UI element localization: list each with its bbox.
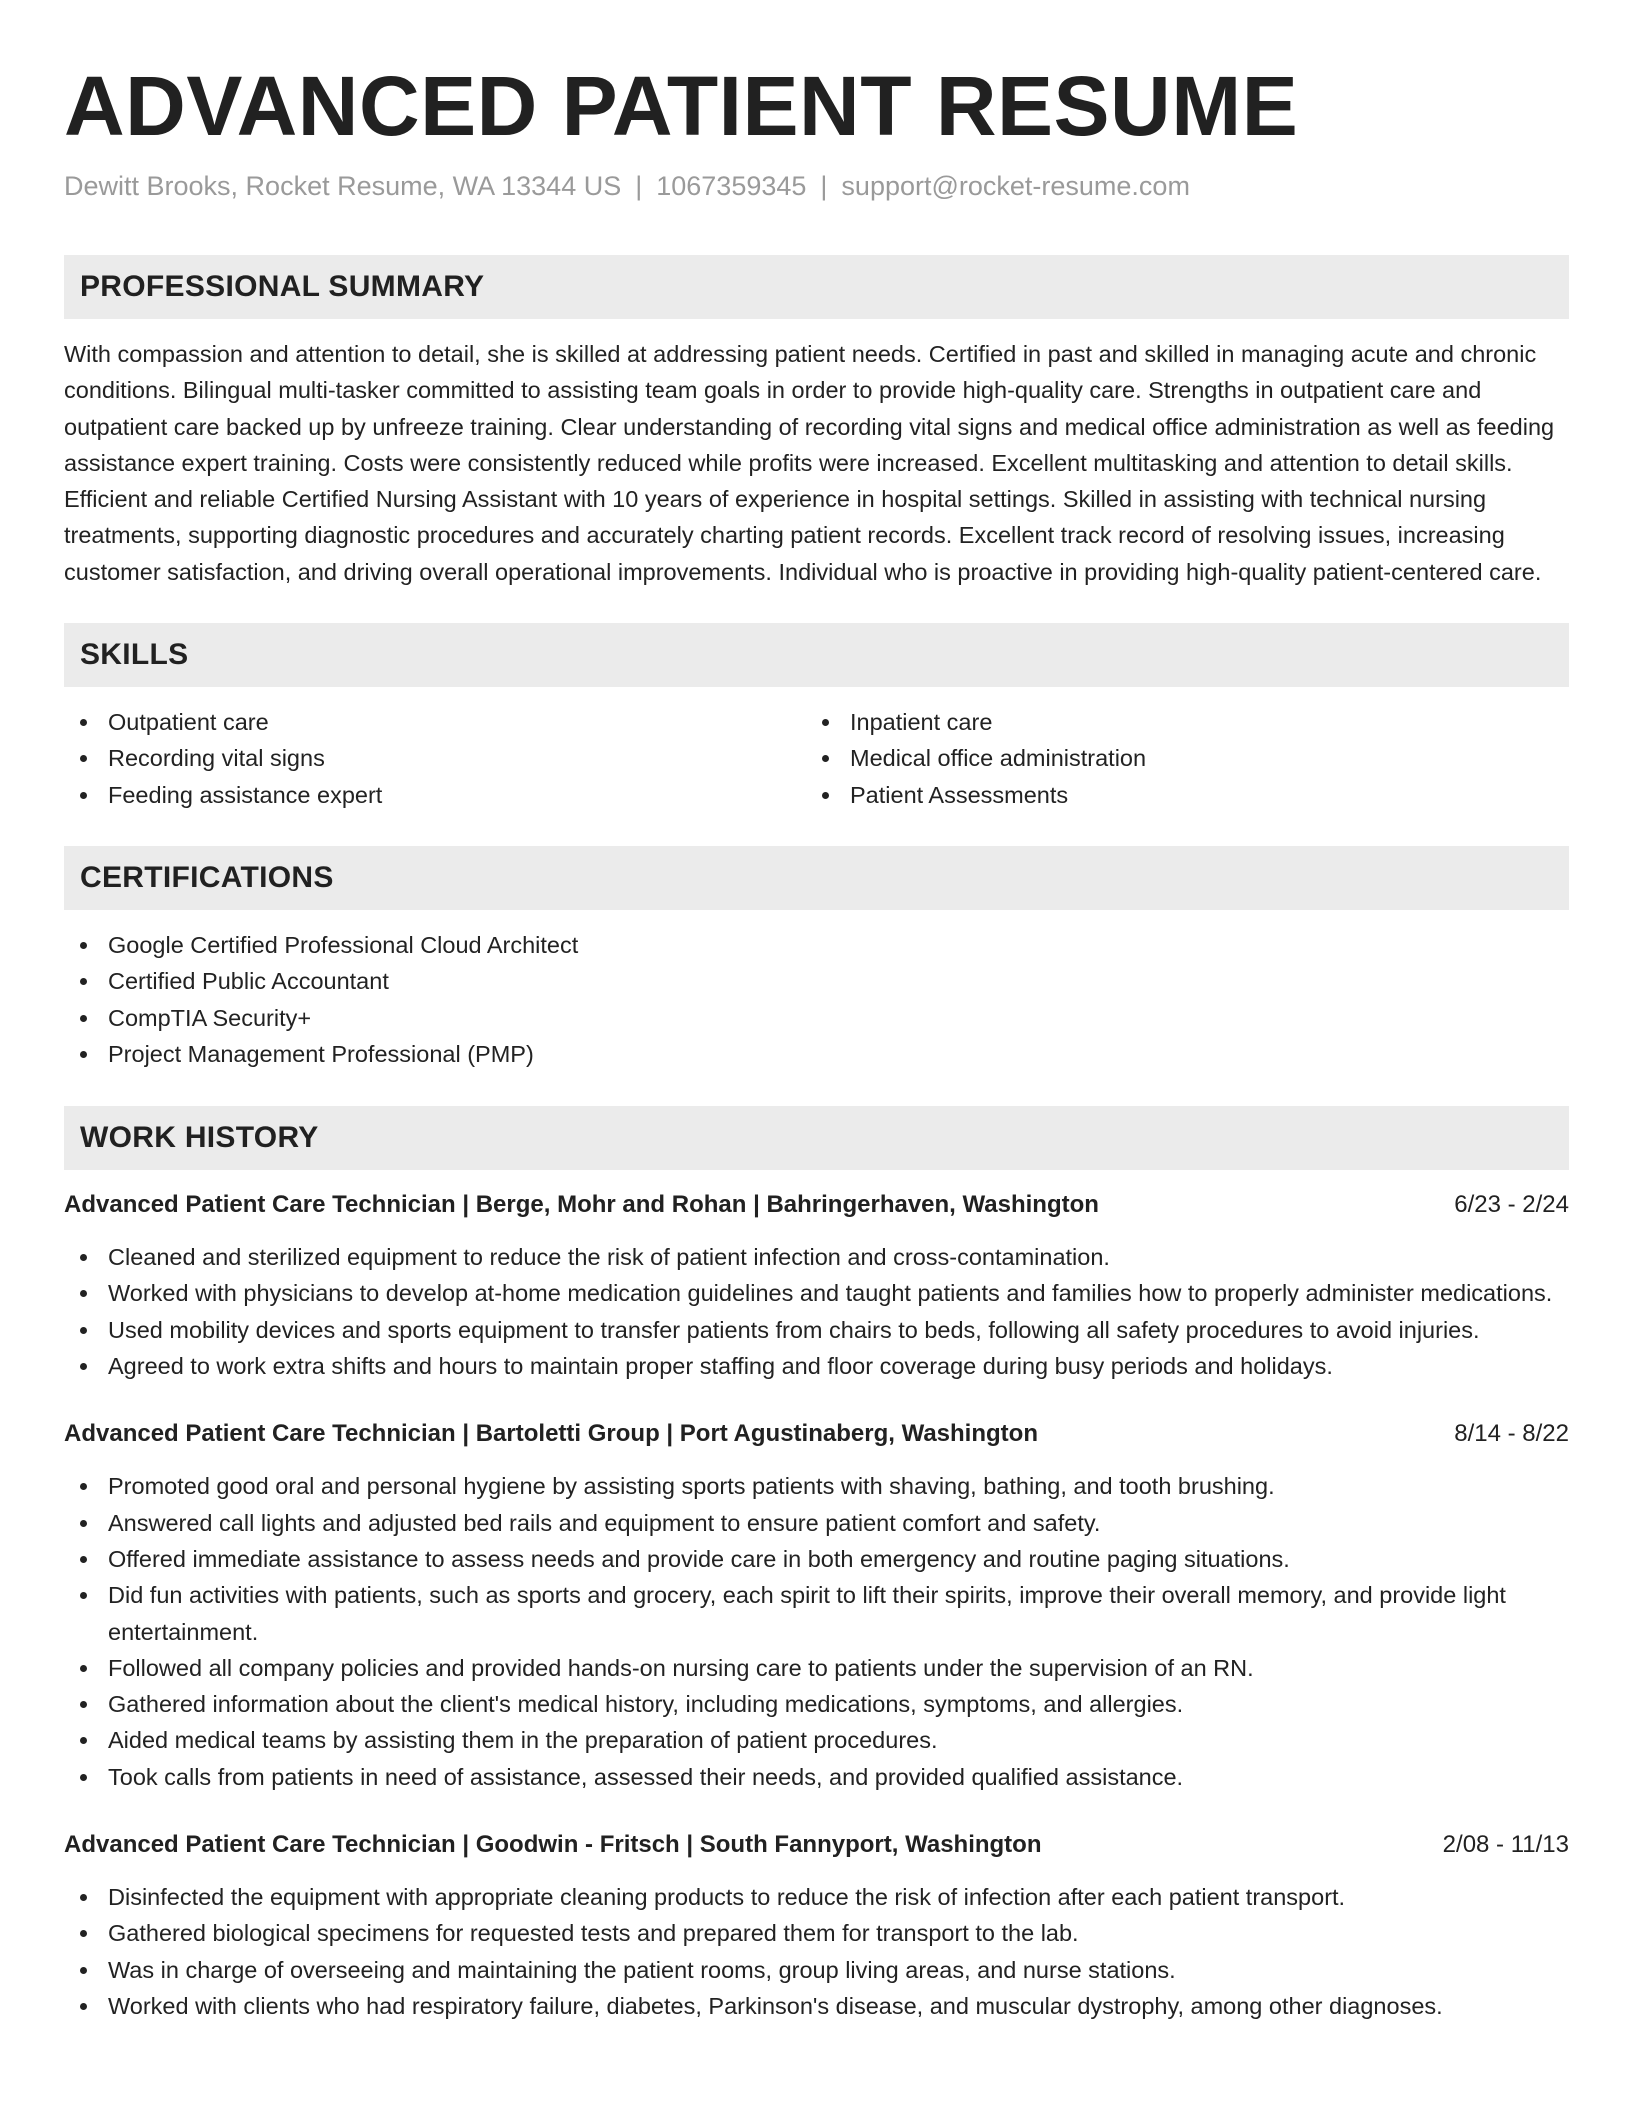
- certification-item: Google Certified Professional Cloud Architect: [64, 927, 1569, 963]
- contact-phone: 1067359345: [656, 171, 807, 201]
- job-title: Advanced Patient Care Technician | Berge, Mohr and Rohan | Bahringerhaven, Washington: [64, 1191, 1099, 1219]
- skills-column-left: [64, 687, 806, 813]
- section-header-summary: PROFESSIONAL SUMMARY: [64, 255, 1569, 319]
- job-bullet: Used mobility devices and sports equipment to transfer patients from chairs to beds, following all safety procedures to avoid injuries.: [64, 1312, 1569, 1348]
- job-bullet: Offered immediate assistance to assess needs and provide care in both emergency and routine paging situations.: [64, 1541, 1569, 1577]
- job-dates: 8/14 - 8/22: [1454, 1420, 1569, 1448]
- skills-list-left: [64, 704, 806, 813]
- contact-address: Dewitt Brooks, Rocket Resume, WA 13344 US: [64, 171, 622, 201]
- skill-item: Medical office administration: [806, 740, 1548, 776]
- skills-list-right: [806, 704, 1548, 813]
- job-bullet: Gathered biological specimens for requested tests and prepared them for transport to the lab.: [64, 1915, 1569, 1951]
- job-bullet: Was in charge of overseeing and maintaining the patient rooms, group living areas, and nurse stations.: [64, 1952, 1569, 1988]
- job-header: [64, 1827, 1569, 1863]
- job-entry: [64, 1416, 1569, 1795]
- job-bullet: Followed all company policies and provided hands-on nursing care to patients under the supervision of an RN.: [64, 1650, 1569, 1686]
- skill-item: Outpatient care: [64, 704, 806, 740]
- job-bullet: Worked with clients who had respiratory failure, diabetes, Parkinson's disease, and muscular dystrophy, among other diagnoses.: [64, 1988, 1569, 2024]
- job-bullet: Worked with physicians to develop at-home medication guidelines and taught patients and families how to properly administer medications.: [64, 1275, 1569, 1311]
- job-bullets: [64, 1468, 1569, 1795]
- job-bullet: Gathered information about the client's medical history, including medications, symptoms, and allergies.: [64, 1686, 1569, 1722]
- job-bullets: [64, 1239, 1569, 1384]
- contact-email[interactable]: support@rocket-resume.com: [841, 171, 1190, 201]
- certification-item: Certified Public Accountant: [64, 963, 1569, 999]
- job-dates: 2/08 - 11/13: [1442, 1831, 1569, 1859]
- job-bullet: Disinfected the equipment with appropriate cleaning products to reduce the risk of infection after each patient transport.: [64, 1879, 1569, 1915]
- job-header: [64, 1187, 1569, 1223]
- certifications-list: [64, 927, 1569, 1072]
- job-bullets: [64, 1879, 1569, 2024]
- job-entry: [64, 1827, 1569, 2024]
- resume-title: ADVANCED PATIENT RESUME: [64, 59, 1299, 153]
- job-dates: 6/23 - 2/24: [1454, 1191, 1569, 1219]
- section-header-work-history: WORK HISTORY: [64, 1106, 1569, 1170]
- job-bullet: Agreed to work extra shifts and hours to maintain proper staffing and floor coverage during busy periods and holidays.: [64, 1348, 1569, 1384]
- certification-item: Project Management Professional (PMP): [64, 1036, 1569, 1072]
- job-entry: [64, 1187, 1569, 1384]
- resume-page: [64, 0, 1569, 2024]
- job-bullet: Did fun activities with patients, such as sports and grocery, each spirit to lift their spirits, improve their overall memory, and provide light entertainment.: [64, 1577, 1569, 1650]
- skill-item: Patient Assessments: [806, 777, 1548, 813]
- section-header-skills: SKILLS: [64, 623, 1569, 687]
- contact-separator: |: [635, 171, 643, 201]
- skill-item: Recording vital signs: [64, 740, 806, 776]
- summary-text: With compassion and attention to detail, she is skilled at addressing patient needs. Certified in past and skilled in managing acute and chronic conditions. Bilingual multi-tasker committed to assisting team goals in order to provide high-quality care. Strengths in outpatient care and outpatient care backed up by unfreeze training. Clear understanding of recording vital signs and medical office administration as well as feeding assistance expert training. Costs were consistently reduced while profits were increased. Excellent multitasking and attention to detail skills. Efficient and reliable Certified Nursing Assistant with 10 years of experience in hospital settings. Skilled in assisting with technical nursing treatments, supporting diagnostic procedures and accurately charting patient records. Excellent track record of resolving issues, increasing customer satisfaction, and driving overall operational improvements. Individual who is proactive in providing high-quality patient-centered care.: [64, 341, 1555, 585]
- section-header-certifications: CERTIFICATIONS: [64, 846, 1569, 910]
- job-title: Advanced Patient Care Technician | Goodwin - Fritsch | South Fannyport, Washington: [64, 1831, 1042, 1859]
- job-bullet: Promoted good oral and personal hygiene by assisting sports patients with shaving, bathing, and tooth brushing.: [64, 1468, 1569, 1504]
- contact-separator: |: [820, 171, 828, 201]
- skill-item: Feeding assistance expert: [64, 777, 806, 813]
- job-bullet: Cleaned and sterilized equipment to reduce the risk of patient infection and cross-contamination.: [64, 1239, 1569, 1275]
- skill-item: Inpatient care: [806, 704, 1548, 740]
- contact-line: [64, 168, 1569, 204]
- job-bullet: Answered call lights and adjusted bed rails and equipment to ensure patient comfort and safety.: [64, 1505, 1569, 1541]
- job-bullet: Aided medical teams by assisting them in the preparation of patient procedures.: [64, 1722, 1569, 1758]
- skills-column-right: [806, 687, 1548, 813]
- job-bullet: Took calls from patients in need of assistance, assessed their needs, and provided qualified assistance.: [64, 1759, 1569, 1795]
- job-title: Advanced Patient Care Technician | Bartoletti Group | Port Agustinaberg, Washington: [64, 1420, 1038, 1448]
- certification-item: CompTIA Security+: [64, 1000, 1569, 1036]
- job-header: [64, 1416, 1569, 1452]
- skills-grid: [64, 687, 1569, 813]
